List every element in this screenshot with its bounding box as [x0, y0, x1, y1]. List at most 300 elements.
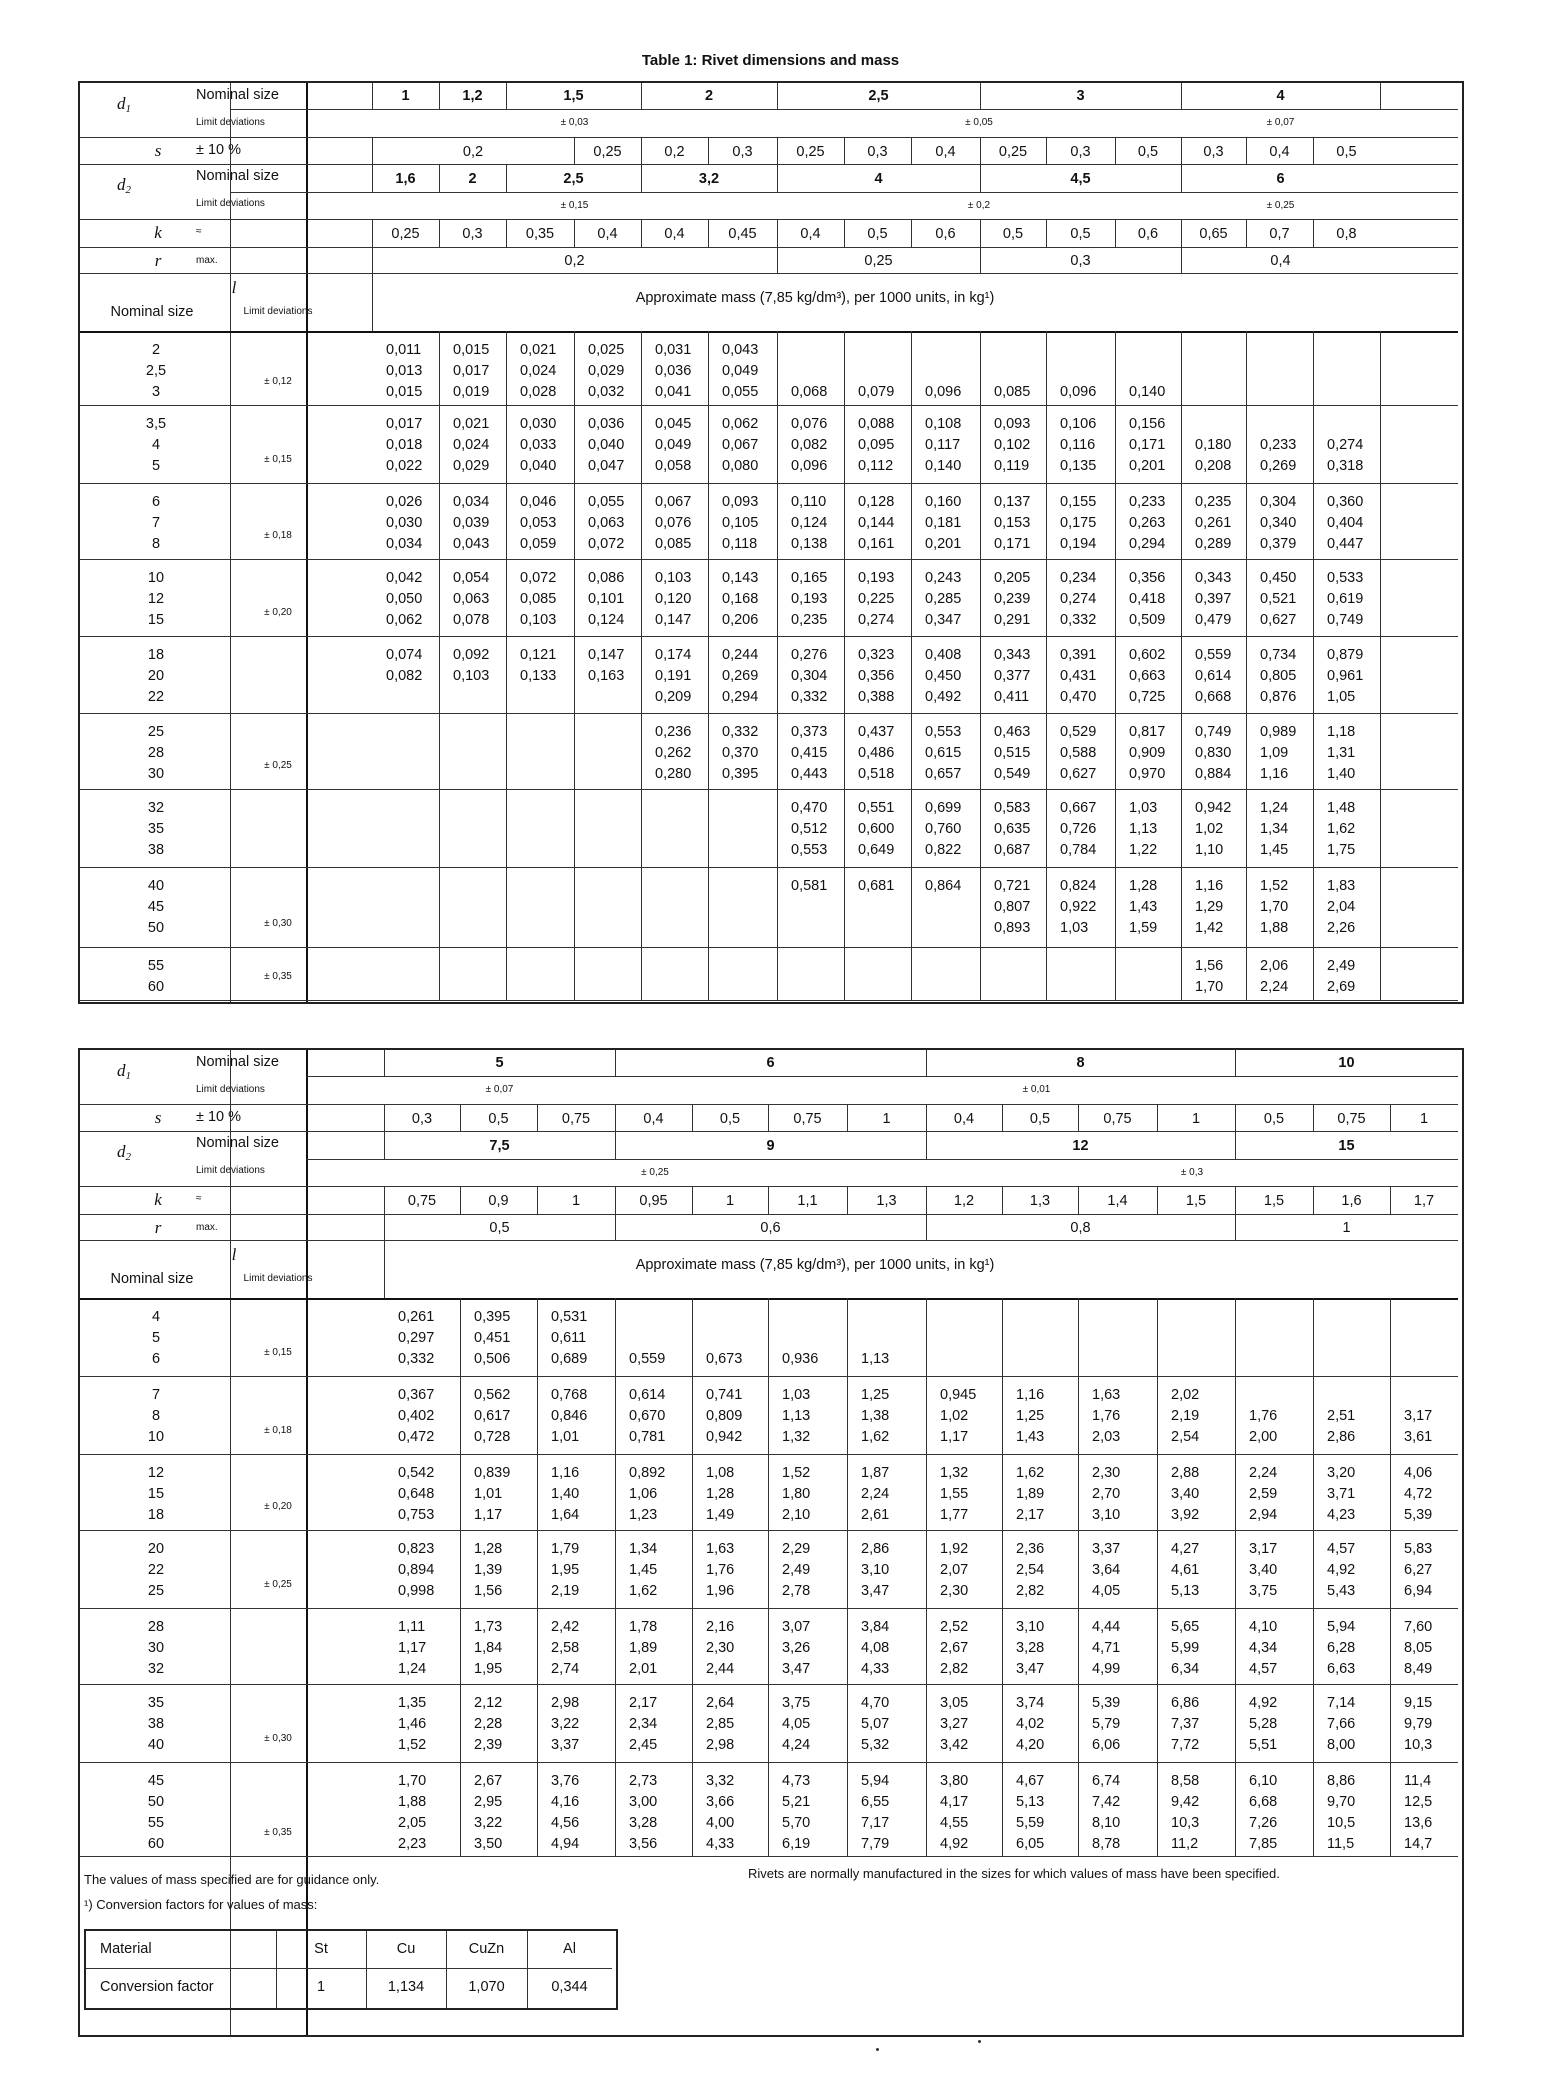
mass-value: 7,66 — [1327, 1716, 1356, 1732]
rivet-table-1 — [78, 81, 1464, 1004]
mass-value: 0,340 — [1260, 515, 1297, 531]
mass-value: 0,206 — [722, 612, 759, 628]
mass-value: 0,043 — [453, 536, 490, 552]
mass-value: 0,030 — [520, 416, 557, 432]
mass-value: 1,92 — [940, 1541, 969, 1557]
s-value: 0,75 — [561, 1111, 591, 1127]
s-value: 0,75 — [793, 1111, 822, 1127]
mass-value: 7,79 — [861, 1836, 890, 1852]
rule-horizontal — [80, 483, 1458, 484]
d1-nominal-value: 1,2 — [462, 88, 483, 104]
l-nominal-value: 4 — [151, 437, 161, 453]
l-nominal-value: 7 — [151, 515, 161, 531]
mass-value: 2,17 — [629, 1695, 658, 1711]
mass-value: 5,59 — [1016, 1815, 1045, 1831]
mass-value: 1,87 — [861, 1465, 890, 1481]
rule-horizontal — [80, 137, 1458, 138]
mass-value: 0,053 — [520, 515, 557, 531]
mass-value: 0,822 — [925, 842, 962, 858]
l-nominal-value: 20 — [147, 1541, 165, 1557]
rule-vertical — [1115, 331, 1116, 1000]
mass-value: 0,018 — [386, 437, 423, 453]
mass-value: 0,062 — [386, 612, 423, 628]
mass-value: 0,506 — [474, 1351, 511, 1367]
mass-value: 4,57 — [1327, 1541, 1356, 1557]
mass-value: 2,52 — [940, 1619, 969, 1635]
mass-value: 8,00 — [1327, 1737, 1356, 1753]
mass-value: 0,370 — [722, 745, 759, 761]
mass-value: 0,055 — [722, 384, 759, 400]
mass-value: 0,922 — [1060, 899, 1097, 915]
mass-value: 2,78 — [782, 1583, 811, 1599]
mass-value: 3,42 — [940, 1737, 969, 1753]
mass-value: 4,10 — [1249, 1619, 1278, 1635]
mass-value: 7,60 — [1404, 1619, 1433, 1635]
d1-label — [117, 95, 131, 115]
mass-value: 0,989 — [1260, 724, 1297, 740]
conversion-factor-value: 1 — [316, 1979, 326, 1995]
mass-value: 0,103 — [453, 668, 490, 684]
mass-value: 0,512 — [791, 821, 828, 837]
mass-value: 5,13 — [1016, 1794, 1045, 1810]
guidance-note: The values of mass specified are for guidance only. — [84, 1872, 380, 1887]
mass-value: 1,17 — [398, 1640, 427, 1656]
mass-value: 0,209 — [655, 689, 692, 705]
mass-value: 0,667 — [1060, 800, 1097, 816]
mass-value: 1,06 — [629, 1486, 658, 1502]
mass-value: 1,16 — [1260, 766, 1289, 782]
mass-value: 8,58 — [1171, 1773, 1200, 1789]
s-value: 0,5 — [1137, 144, 1159, 160]
d1-label-main: d — [117, 94, 126, 113]
rule-vertical — [692, 1104, 693, 1131]
mass-value: 2,45 — [629, 1737, 658, 1753]
mass-value: 0,360 — [1327, 494, 1364, 510]
l-label — [232, 279, 237, 296]
nominal-size-label: Nominal size — [196, 1135, 279, 1151]
mass-value: 2,30 — [940, 1583, 969, 1599]
rule-vertical — [708, 137, 709, 164]
rule-vertical — [506, 164, 507, 192]
k-value: 0,4 — [597, 226, 618, 242]
mass-value: 2,00 — [1249, 1429, 1278, 1445]
mass-value: 9,42 — [1171, 1794, 1200, 1810]
mass-value: 0,531 — [551, 1309, 588, 1325]
rule-vertical — [527, 1931, 528, 2008]
mass-value: 4,05 — [1092, 1583, 1121, 1599]
rule-horizontal — [80, 947, 1458, 948]
mass-value: 2,54 — [1016, 1562, 1045, 1578]
d2-label — [117, 1143, 131, 1163]
rule-horizontal — [80, 164, 1458, 165]
l-nominal-value: 40 — [147, 878, 165, 894]
rule-vertical — [615, 1050, 616, 1076]
mass-value: 10,5 — [1327, 1815, 1356, 1831]
rule-vertical — [777, 83, 778, 109]
mass-value: 0,017 — [386, 416, 423, 432]
mass-value: 7,17 — [861, 1815, 890, 1831]
mass-value: 6,27 — [1404, 1562, 1433, 1578]
d1-label — [117, 1062, 131, 1082]
conversion-material-header: Material — [100, 1941, 152, 1957]
mass-value: 1,55 — [940, 1486, 969, 1502]
rule-vertical — [847, 1104, 848, 1131]
mass-value: 1,88 — [398, 1794, 427, 1810]
rule-horizontal — [80, 1454, 1458, 1455]
d1-label-subscript: 1 — [125, 103, 131, 115]
mass-value: 13,6 — [1404, 1815, 1433, 1831]
mass-value: 0,529 — [1060, 724, 1097, 740]
mass-value: 0,884 — [1195, 766, 1232, 782]
mass-value: 0,193 — [858, 570, 895, 586]
mass-value: 0,026 — [386, 494, 423, 510]
mass-value: 3,76 — [551, 1773, 580, 1789]
rule-vertical — [1046, 219, 1047, 247]
mass-value: 2,69 — [1327, 979, 1356, 995]
mass-value: 4,57 — [1249, 1661, 1278, 1677]
mass-value: 3,40 — [1171, 1486, 1200, 1502]
mass-value: 1,34 — [629, 1541, 658, 1557]
rule-vertical — [777, 137, 778, 164]
mass-value: 2,67 — [474, 1773, 503, 1789]
l-nominal-value: 38 — [147, 842, 165, 858]
l-label — [232, 1246, 237, 1263]
mass-value: 0,817 — [1129, 724, 1166, 740]
mass-value: 0,807 — [994, 899, 1031, 915]
mass-value: 2,10 — [782, 1507, 811, 1523]
rule-horizontal — [80, 1214, 1458, 1215]
mass-value: 0,450 — [1260, 570, 1297, 586]
mass-value: 1,73 — [474, 1619, 503, 1635]
l-nominal-value: 22 — [147, 689, 165, 705]
l-deviation-value: ± 0,25 — [264, 760, 292, 771]
d2-deviation-value: ± 0,15 — [560, 200, 589, 211]
k-value: 1,2 — [953, 1193, 975, 1209]
rule-vertical — [692, 1186, 693, 1214]
conversion-material-value: Al — [563, 1941, 576, 1957]
mass-value: 0,619 — [1327, 591, 1364, 607]
mass-value: 0,970 — [1129, 766, 1166, 782]
mass-value: 12,5 — [1404, 1794, 1433, 1810]
mass-value: 3,10 — [1092, 1507, 1121, 1523]
mass-value: 1,32 — [782, 1429, 811, 1445]
mass-value: 1,56 — [474, 1583, 503, 1599]
mass-value: 4,00 — [706, 1815, 735, 1831]
mass-value: 0,233 — [1129, 494, 1166, 510]
mass-value: 1,01 — [551, 1429, 580, 1445]
k-value: 1,7 — [1413, 1193, 1435, 1209]
mass-value: 0,239 — [994, 591, 1031, 607]
rule-vertical — [980, 331, 981, 1000]
l-nominal-value: 30 — [147, 766, 165, 782]
mass-value: 4,44 — [1092, 1619, 1121, 1635]
mass-value: 5,39 — [1404, 1507, 1433, 1523]
mass-value: 5,32 — [861, 1737, 890, 1753]
mass-value: 0,749 — [1327, 612, 1364, 628]
mass-value: 0,304 — [791, 668, 828, 684]
mass-value: 4,06 — [1404, 1465, 1433, 1481]
l-nominal-value: 18 — [147, 1507, 165, 1523]
k-value: 0,6 — [935, 226, 956, 242]
mass-value: 2,95 — [474, 1794, 503, 1810]
d2-label-main: d — [117, 175, 126, 194]
mass-value: 6,55 — [861, 1794, 890, 1810]
mass-value: 1,46 — [398, 1716, 427, 1732]
mass-value: 5,21 — [782, 1794, 811, 1810]
mass-value: 0,879 — [1327, 647, 1364, 663]
mass-value: 4,92 — [1249, 1695, 1278, 1711]
mass-value: 2,16 — [706, 1619, 735, 1635]
rule-horizontal — [80, 1000, 1458, 1001]
l-nominal-value: 7 — [151, 1387, 161, 1403]
mass-value: 0,110 — [791, 494, 827, 510]
mass-value: 0,033 — [520, 437, 557, 453]
l-nominal-value: 6 — [151, 494, 161, 510]
mass-value: 5,79 — [1092, 1716, 1121, 1732]
rule-vertical — [1002, 1298, 1003, 1856]
mass-value: 0,699 — [925, 800, 962, 816]
mass-value: 0,036 — [588, 416, 625, 432]
mass-value: 0,153 — [994, 515, 1031, 531]
mass-value: 0,998 — [398, 1583, 435, 1599]
mass-value: 0,367 — [398, 1387, 435, 1403]
l-deviation-value: ± 0,20 — [264, 607, 292, 618]
mass-value: 0,201 — [1129, 458, 1166, 474]
s-value: 0,5 — [1029, 1111, 1051, 1127]
mass-value: 0,809 — [706, 1408, 743, 1424]
rule-vertical — [777, 247, 778, 273]
mass-value: 0,171 — [994, 536, 1031, 552]
l-nominal-value: 22 — [147, 1562, 165, 1578]
mass-value: 0,180 — [1195, 437, 1232, 453]
mass-value: 5,39 — [1092, 1695, 1121, 1711]
rule-vertical — [1390, 1298, 1391, 1856]
mass-value: 1,24 — [398, 1661, 427, 1677]
l-nominal-size-label: Nominal size — [110, 1271, 194, 1287]
mass-value: 0,047 — [588, 458, 625, 474]
mass-value: 3,66 — [706, 1794, 735, 1810]
mass-value: 0,116 — [1060, 437, 1096, 453]
mass-value: 0,551 — [858, 800, 895, 816]
d1-deviation-value: ± 0,05 — [965, 117, 993, 128]
mass-value: 0,470 — [791, 800, 828, 816]
mass-value: 0,463 — [994, 724, 1031, 740]
l-deviation-value: ± 0,30 — [264, 918, 292, 929]
mass-value: 1,62 — [629, 1583, 658, 1599]
rule-vertical — [980, 164, 981, 192]
rule-vertical — [692, 1298, 693, 1856]
mass-value: 0,080 — [722, 458, 759, 474]
mass-value: 7,42 — [1092, 1794, 1121, 1810]
mass-value: 10,3 — [1171, 1815, 1200, 1831]
mass-value: 1,10 — [1195, 842, 1224, 858]
rule-vertical — [1157, 1186, 1158, 1214]
rule-horizontal — [80, 1376, 1458, 1377]
mass-value: 6,94 — [1404, 1583, 1433, 1599]
mass-value: 0,128 — [858, 494, 895, 510]
r-label-main: r — [154, 1218, 162, 1237]
mass-value: 2,28 — [474, 1716, 503, 1732]
mass-value: 3,74 — [1016, 1695, 1045, 1711]
mass-value: 0,140 — [925, 458, 962, 474]
conversion-material-value: Cu — [396, 1941, 416, 1957]
mass-value: 0,205 — [994, 570, 1031, 586]
mass-value: 3,37 — [551, 1737, 580, 1753]
mass-value: 0,082 — [386, 668, 423, 684]
mass-value: 1,63 — [1092, 1387, 1121, 1403]
mass-value: 2,67 — [940, 1640, 969, 1656]
mass-value: 1,28 — [706, 1486, 735, 1502]
mass-value: 0,451 — [474, 1330, 511, 1346]
d2-label-subscript: 2 — [125, 184, 131, 196]
mass-value: 0,138 — [791, 536, 828, 552]
mass-value: 1,70 — [1260, 899, 1289, 915]
k-value: 1,5 — [1185, 1193, 1207, 1209]
l-nominal-value: 4 — [151, 1309, 161, 1325]
mass-value: 0,029 — [453, 458, 490, 474]
l-nominal-value: 10 — [147, 1429, 165, 1445]
mass-value: 2,04 — [1327, 899, 1356, 915]
mass-value: 0,437 — [858, 724, 895, 740]
r-value: 0,2 — [564, 253, 585, 269]
mass-value: 0,347 — [925, 612, 962, 628]
mass-value: 5,51 — [1249, 1737, 1278, 1753]
mass-value: 0,143 — [722, 570, 759, 586]
mass-value: 1,95 — [551, 1562, 580, 1578]
mass-value: 1,62 — [861, 1429, 890, 1445]
s-value: 0,4 — [1269, 144, 1290, 160]
mass-value: 0,086 — [588, 570, 625, 586]
mass-value: 0,031 — [655, 342, 692, 358]
l-label-main: l — [231, 278, 237, 297]
conversion-note: ¹) Conversion factors for values of mass: — [84, 1897, 318, 1912]
l-nominal-value: 38 — [147, 1716, 165, 1732]
rule-vertical — [306, 1050, 308, 2035]
s-value: 0,4 — [953, 1111, 975, 1127]
mass-value: 3,10 — [861, 1562, 890, 1578]
rule-horizontal — [306, 1076, 1458, 1077]
rule-vertical — [615, 1214, 616, 1240]
rule-vertical — [911, 137, 912, 164]
mass-value: 0,137 — [994, 494, 1031, 510]
mass-value: 0,332 — [722, 724, 759, 740]
l-label-main: l — [231, 1245, 237, 1264]
rule-vertical — [1313, 219, 1314, 247]
mass-value: 0,670 — [629, 1408, 666, 1424]
mass-value: 0,781 — [629, 1429, 666, 1445]
rule-vertical — [911, 219, 912, 247]
mass-value: 4,92 — [940, 1836, 969, 1852]
mass-value: 0,144 — [858, 515, 895, 531]
mass-value: 1,45 — [1260, 842, 1289, 858]
mass-value: 8,10 — [1092, 1815, 1121, 1831]
mass-value: 0,208 — [1195, 458, 1232, 474]
mass-value: 0,373 — [791, 724, 828, 740]
mass-value: 4,27 — [1171, 1541, 1200, 1557]
mass-value: 0,079 — [858, 384, 895, 400]
rule-vertical — [1157, 1298, 1158, 1856]
s-value: 0,75 — [1337, 1111, 1366, 1127]
mass-value: 6,28 — [1327, 1640, 1356, 1656]
mass-value: 3,07 — [782, 1619, 811, 1635]
mass-value: 1,13 — [1129, 821, 1158, 837]
mass-value: 0,074 — [386, 647, 423, 663]
rule-vertical — [384, 1104, 385, 1131]
mass-value: 0,397 — [1195, 591, 1232, 607]
mass-value: 0,236 — [655, 724, 692, 740]
limit-deviations-label: Limit deviations — [196, 1165, 265, 1176]
mass-value: 3,17 — [1404, 1408, 1433, 1424]
mass-value: 0,408 — [925, 647, 962, 663]
mass-value: 2,86 — [1327, 1429, 1356, 1445]
mass-value: 0,063 — [453, 591, 490, 607]
rule-vertical — [1115, 137, 1116, 164]
rule-vertical — [641, 331, 642, 1000]
mass-value: 3,61 — [1404, 1429, 1433, 1445]
mass-value: 0,600 — [858, 821, 895, 837]
mass-value: 0,163 — [588, 668, 625, 684]
rule-vertical — [384, 1131, 385, 1159]
rule-vertical — [708, 219, 709, 247]
mass-value: 0,028 — [520, 384, 557, 400]
mass-value: 0,039 — [453, 515, 490, 531]
rule-vertical — [926, 1050, 927, 1076]
rule-vertical — [980, 219, 981, 247]
mass-value: 0,274 — [858, 612, 895, 628]
rule-vertical — [615, 1298, 616, 1856]
rule-vertical — [847, 1186, 848, 1214]
mass-value: 0,657 — [925, 766, 962, 782]
mass-value: 3,22 — [474, 1815, 503, 1831]
s-value: 0,2 — [462, 144, 484, 160]
mass-value: 1,42 — [1195, 920, 1224, 936]
mass-value: 2,29 — [782, 1541, 811, 1557]
mass-value: 1,28 — [1129, 878, 1158, 894]
mass-value: 0,155 — [1060, 494, 1097, 510]
mass-value: 1,83 — [1327, 878, 1356, 894]
k-value: 1,4 — [1107, 1193, 1128, 1209]
s-value: 0,5 — [488, 1111, 509, 1127]
mass-value: 0,553 — [791, 842, 828, 858]
mass-value: 1,13 — [782, 1408, 811, 1424]
rule-vertical — [230, 1298, 231, 2035]
d1-nominal-value: 5 — [495, 1055, 504, 1071]
mass-value: 0,280 — [655, 766, 692, 782]
rule-vertical — [384, 1214, 385, 1240]
k-value: 0,4 — [664, 226, 685, 242]
rule-horizontal — [80, 1684, 1458, 1685]
mass-value: 0,045 — [655, 416, 692, 432]
mass-value: 4,92 — [1327, 1562, 1356, 1578]
mass-value: 0,021 — [520, 342, 557, 358]
l-nominal-value: 32 — [147, 800, 165, 816]
mass-value: 0,088 — [858, 416, 895, 432]
nominal-size-label: Nominal size — [196, 87, 279, 103]
k-value: 0,7 — [1269, 226, 1290, 242]
mass-value: 3,84 — [861, 1619, 890, 1635]
k-value: 0,75 — [407, 1193, 437, 1209]
k-label — [154, 1191, 162, 1208]
mass-value: 3,80 — [940, 1773, 969, 1789]
mass-value: 0,617 — [474, 1408, 511, 1424]
mass-value: 0,377 — [994, 668, 1031, 684]
mass-value: 4,56 — [551, 1815, 580, 1831]
mass-value: 1,64 — [551, 1507, 580, 1523]
mass-value: 3,17 — [1249, 1541, 1278, 1557]
d2-nominal-value: 1,6 — [395, 171, 416, 187]
mass-value: 4,33 — [861, 1661, 890, 1677]
mass-value: 1,70 — [398, 1773, 427, 1789]
